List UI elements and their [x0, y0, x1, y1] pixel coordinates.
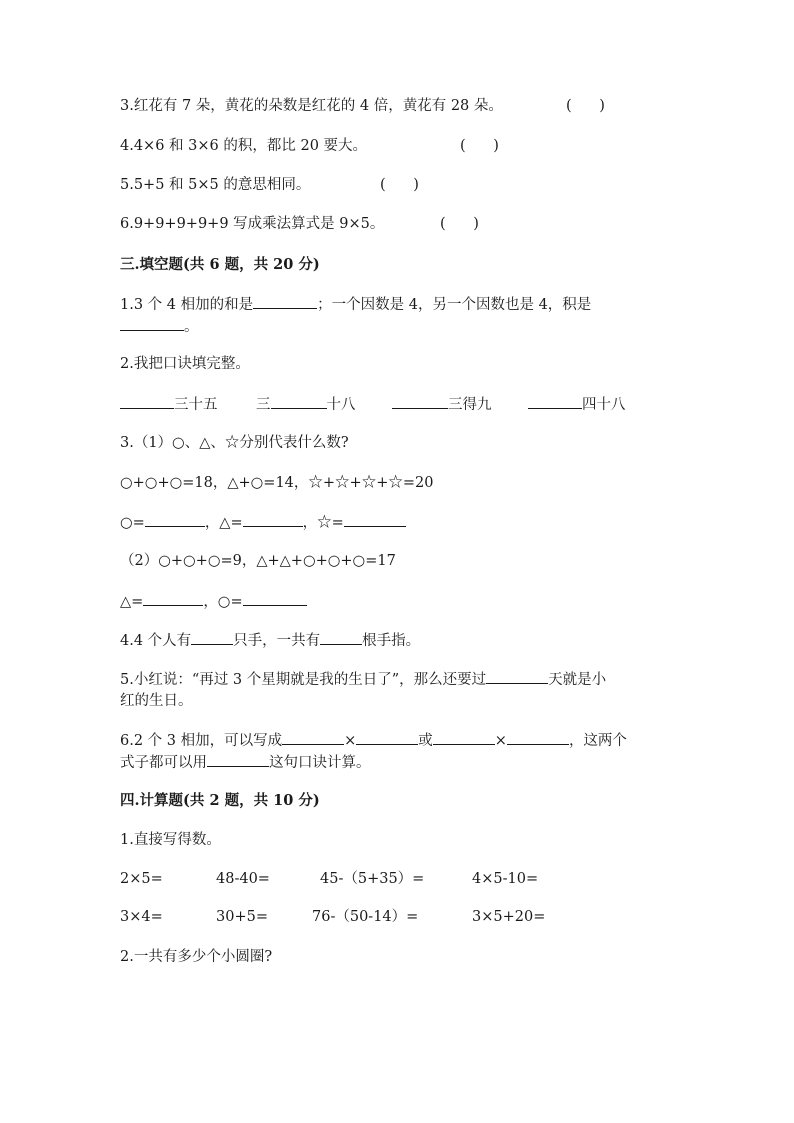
calc-item: 76-（50-14）=: [312, 909, 419, 925]
answer-blank[interactable]: [243, 591, 307, 606]
answer-line-1: [120, 512, 406, 533]
answer-parenthesis[interactable]: ( ): [566, 98, 605, 114]
question-text: ，○=: [203, 594, 243, 610]
question-text: 只手，一共有: [233, 633, 321, 649]
fill-question-2: 2.我把口诀填完整。: [120, 356, 250, 372]
judge-question-4: 4.4×6 和 3×6 的积，都比 20 要大。: [120, 138, 368, 154]
answer-blank[interactable]: [282, 730, 344, 745]
answer-blank[interactable]: [207, 752, 269, 767]
judge-question-3: 3.红花有 7 朵，黄花的朵数是红花的 4 倍，黄花有 28 朵。: [120, 98, 503, 114]
judge-question-5: 5.5+5 和 5×5 的意思相同。: [120, 177, 311, 193]
fill-question-5-cont: 红的生日。: [120, 693, 193, 709]
answer-parenthesis[interactable]: ( ): [460, 138, 499, 154]
answer-blank[interactable]: [507, 730, 569, 745]
answer-blank[interactable]: [143, 591, 203, 606]
answer-blank[interactable]: [392, 394, 448, 409]
question-text: 5.小红说：“再过 3 个星期就是我的生日了”，那么还要过: [120, 672, 487, 688]
equation-line: ○+○+○=18，△+○=14，☆+☆+☆+☆=20: [120, 475, 434, 491]
answer-blank[interactable]: [191, 630, 233, 645]
question-text: ，☆=: [302, 515, 344, 531]
fill-question-1-cont: [120, 316, 199, 337]
fill-question-6-cont: [120, 752, 371, 773]
calc-item: 48-40=: [216, 871, 270, 887]
answer-parenthesis[interactable]: ( ): [440, 216, 479, 232]
answer-blank[interactable]: [433, 730, 495, 745]
calc-question-2: 2.一共有多少个小圆圈?: [120, 949, 273, 965]
answer-line-2: [120, 591, 307, 612]
formula-text: 三得九: [448, 397, 492, 413]
question-text: 根手指。: [362, 633, 421, 649]
fill-question-1: [120, 294, 591, 315]
formula-item-3: [392, 394, 492, 415]
answer-blank[interactable]: [344, 512, 406, 527]
question-text: 6.2 个 3 相加，可以写成: [120, 733, 283, 749]
formula-item-2: [256, 394, 356, 415]
formula-text: 四十八: [582, 397, 626, 413]
section-title-fill-in: 三.填空题(共 6 题，共 20 分): [120, 256, 320, 273]
formula-text: 十八: [326, 397, 356, 413]
question-text: 1.3 个 4 相加的和是: [120, 297, 254, 313]
question-text: 这句口诀计算。: [269, 755, 371, 771]
answer-blank[interactable]: [145, 512, 205, 527]
question-text: 4.4 个人有: [120, 633, 192, 649]
answer-blank[interactable]: [528, 394, 582, 409]
fill-question-4: [120, 630, 420, 651]
calc-item: 3×4=: [120, 909, 163, 925]
answer-blank[interactable]: [243, 512, 303, 527]
question-text: 。: [184, 319, 199, 335]
question-text: 式子都可以用: [120, 755, 207, 771]
fill-question-6: [120, 730, 627, 751]
answer-blank[interactable]: [120, 316, 184, 331]
times-sign: ×: [494, 733, 507, 749]
fill-question-3: 3.（1）○、△、☆分别代表什么数?: [120, 435, 349, 451]
question-text: △=: [120, 594, 144, 610]
question-text: ，这两个: [568, 733, 627, 749]
question-text: ○=: [120, 515, 145, 531]
question-text: 天就是小: [548, 672, 607, 688]
formula-item-4: [528, 394, 626, 415]
question-text: 或: [418, 733, 433, 749]
fill-question-5: [120, 669, 606, 690]
equation-line-part2: （2）○+○+○=9，△+△+○+○+○=17: [120, 553, 396, 569]
answer-blank[interactable]: [320, 630, 362, 645]
calc-question-1: 1.直接写得数。: [120, 832, 221, 848]
calc-item: 30+5=: [216, 909, 268, 925]
answer-blank[interactable]: [486, 669, 548, 684]
answer-parenthesis[interactable]: ( ): [380, 177, 419, 193]
formula-item-1: [120, 394, 218, 415]
question-text: ，△=: [204, 515, 243, 531]
answer-blank[interactable]: [120, 394, 174, 409]
answer-blank[interactable]: [253, 294, 317, 309]
times-sign: ×: [344, 733, 357, 749]
calc-item: 45-（5+35）=: [320, 871, 425, 887]
section-title-calculation: 四.计算题(共 2 题，共 10 分): [120, 792, 320, 809]
calc-item: 2×5=: [120, 871, 163, 887]
judge-question-6: 6.9+9+9+9+9 写成乘法算式是 9×5。: [120, 216, 385, 232]
question-text: ；一个因数是 4，另一个因数也是 4，积是: [317, 297, 592, 313]
calc-item: 3×5+20=: [472, 909, 546, 925]
answer-blank[interactable]: [271, 394, 327, 409]
calc-item: 4×5-10=: [472, 871, 539, 887]
formula-text: 三十五: [174, 397, 218, 413]
formula-text: 三: [256, 397, 271, 413]
answer-blank[interactable]: [356, 730, 418, 745]
